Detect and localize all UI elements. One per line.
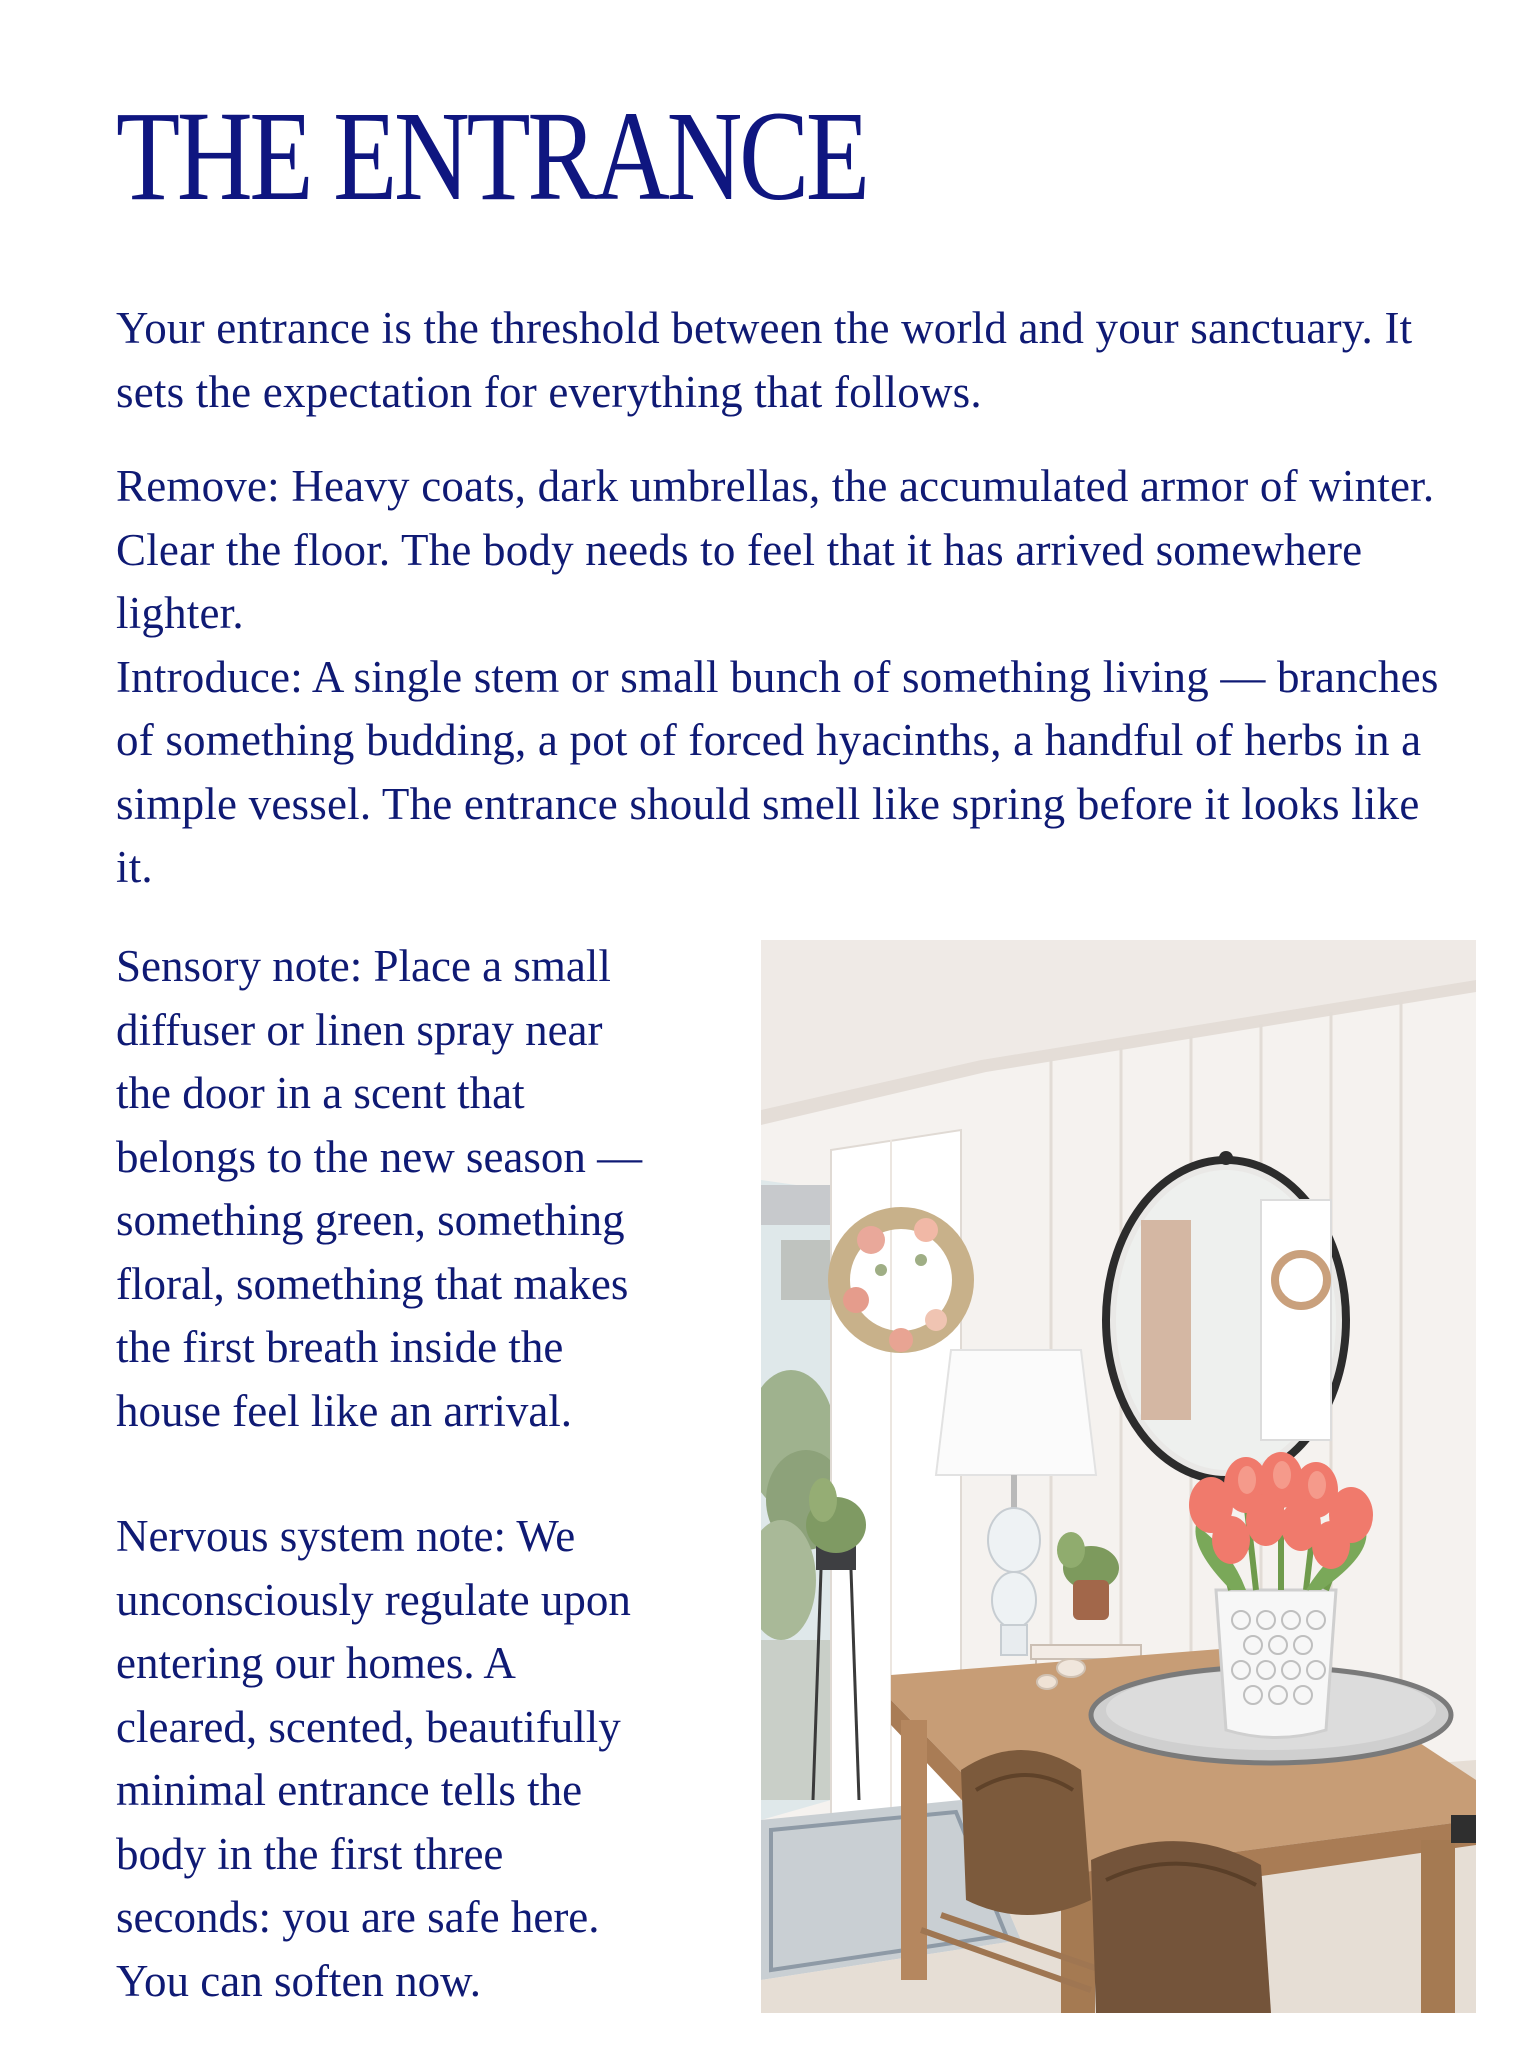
entryway-photo xyxy=(761,940,1476,2013)
intro-paragraph: Your entrance is the threshold between the world and your sanctuary. It sets the expectation for everything that follows. xyxy=(116,303,1413,417)
remove-introduce-paragraph: Remove: Heavy coats, dark umbrellas, the accumulated armor of winter. Clear the floor. The body needs to feel that it has arrived somewhere lighter. Introduce: A single stem or small bunch of something living — branches of something budding, a pot of forced hyacinths, a handful of herbs in a simple vessel. The entrance should smell like spring before it looks like it. xyxy=(116,461,1439,892)
sensory-note: Sensory note: Place a small diffuser or linen spray near the door in a scent that belongs to the new season — something green, something floral, something that makes the first breath inside the house feel like an arrival. xyxy=(116,941,643,1436)
page-title: THE ENTRANCE xyxy=(116,85,867,227)
nervous-system-note: Nervous system note: We unconsciously regulate upon entering our homes. A cleared, scented, beautifully minimal entrance tells the body in the first three seconds: you are safe here. You can soften now. xyxy=(116,1511,631,2006)
